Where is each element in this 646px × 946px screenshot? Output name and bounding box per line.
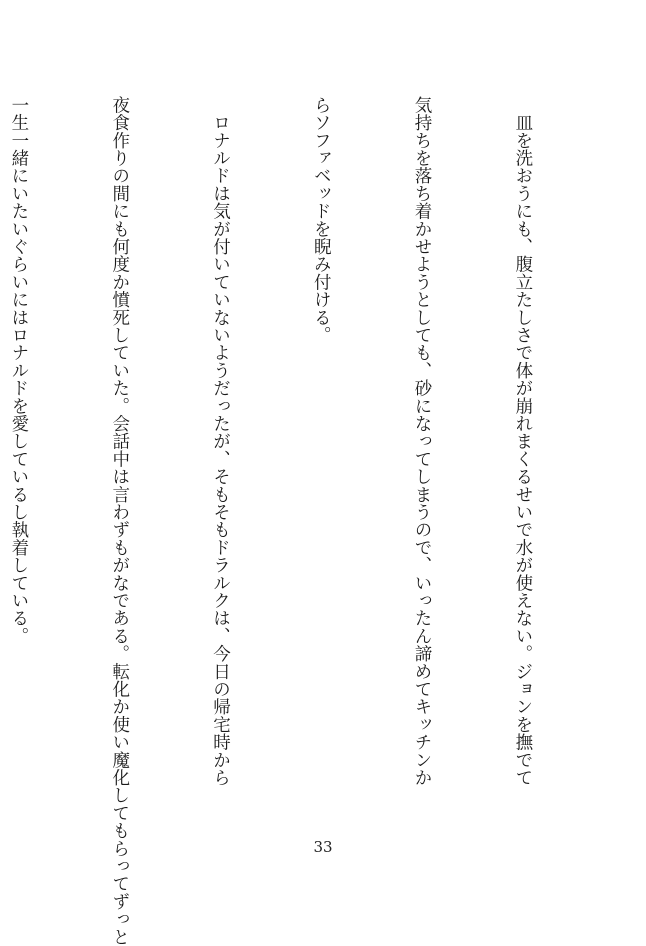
text-line: ロナルドは気が付いていないようだったが、そもそもドラルクは、今日の帰宅時から (210, 96, 231, 787)
text-line: らソファベッドを睨み付ける。 (311, 96, 332, 344)
text-line: 皿を洗おうにも、腹立たしさで体が崩れまくるせいで水が使えない。ジョンを撫でて (512, 96, 533, 787)
text-line: 一生一緒にいたいぐらいにはロナルドを愛しているし執着している。 (8, 96, 29, 645)
page-number: 33 (313, 838, 333, 856)
text-line: 気持ちを落ち着かせようとしても、砂になってしまうので、いったん諦めてキッチンか (412, 96, 433, 787)
text-line: 夜食作りの間にも何度か憤死していた。会話中は言わずもがなである。転化か使い魔化してもらってずっと (109, 96, 130, 946)
